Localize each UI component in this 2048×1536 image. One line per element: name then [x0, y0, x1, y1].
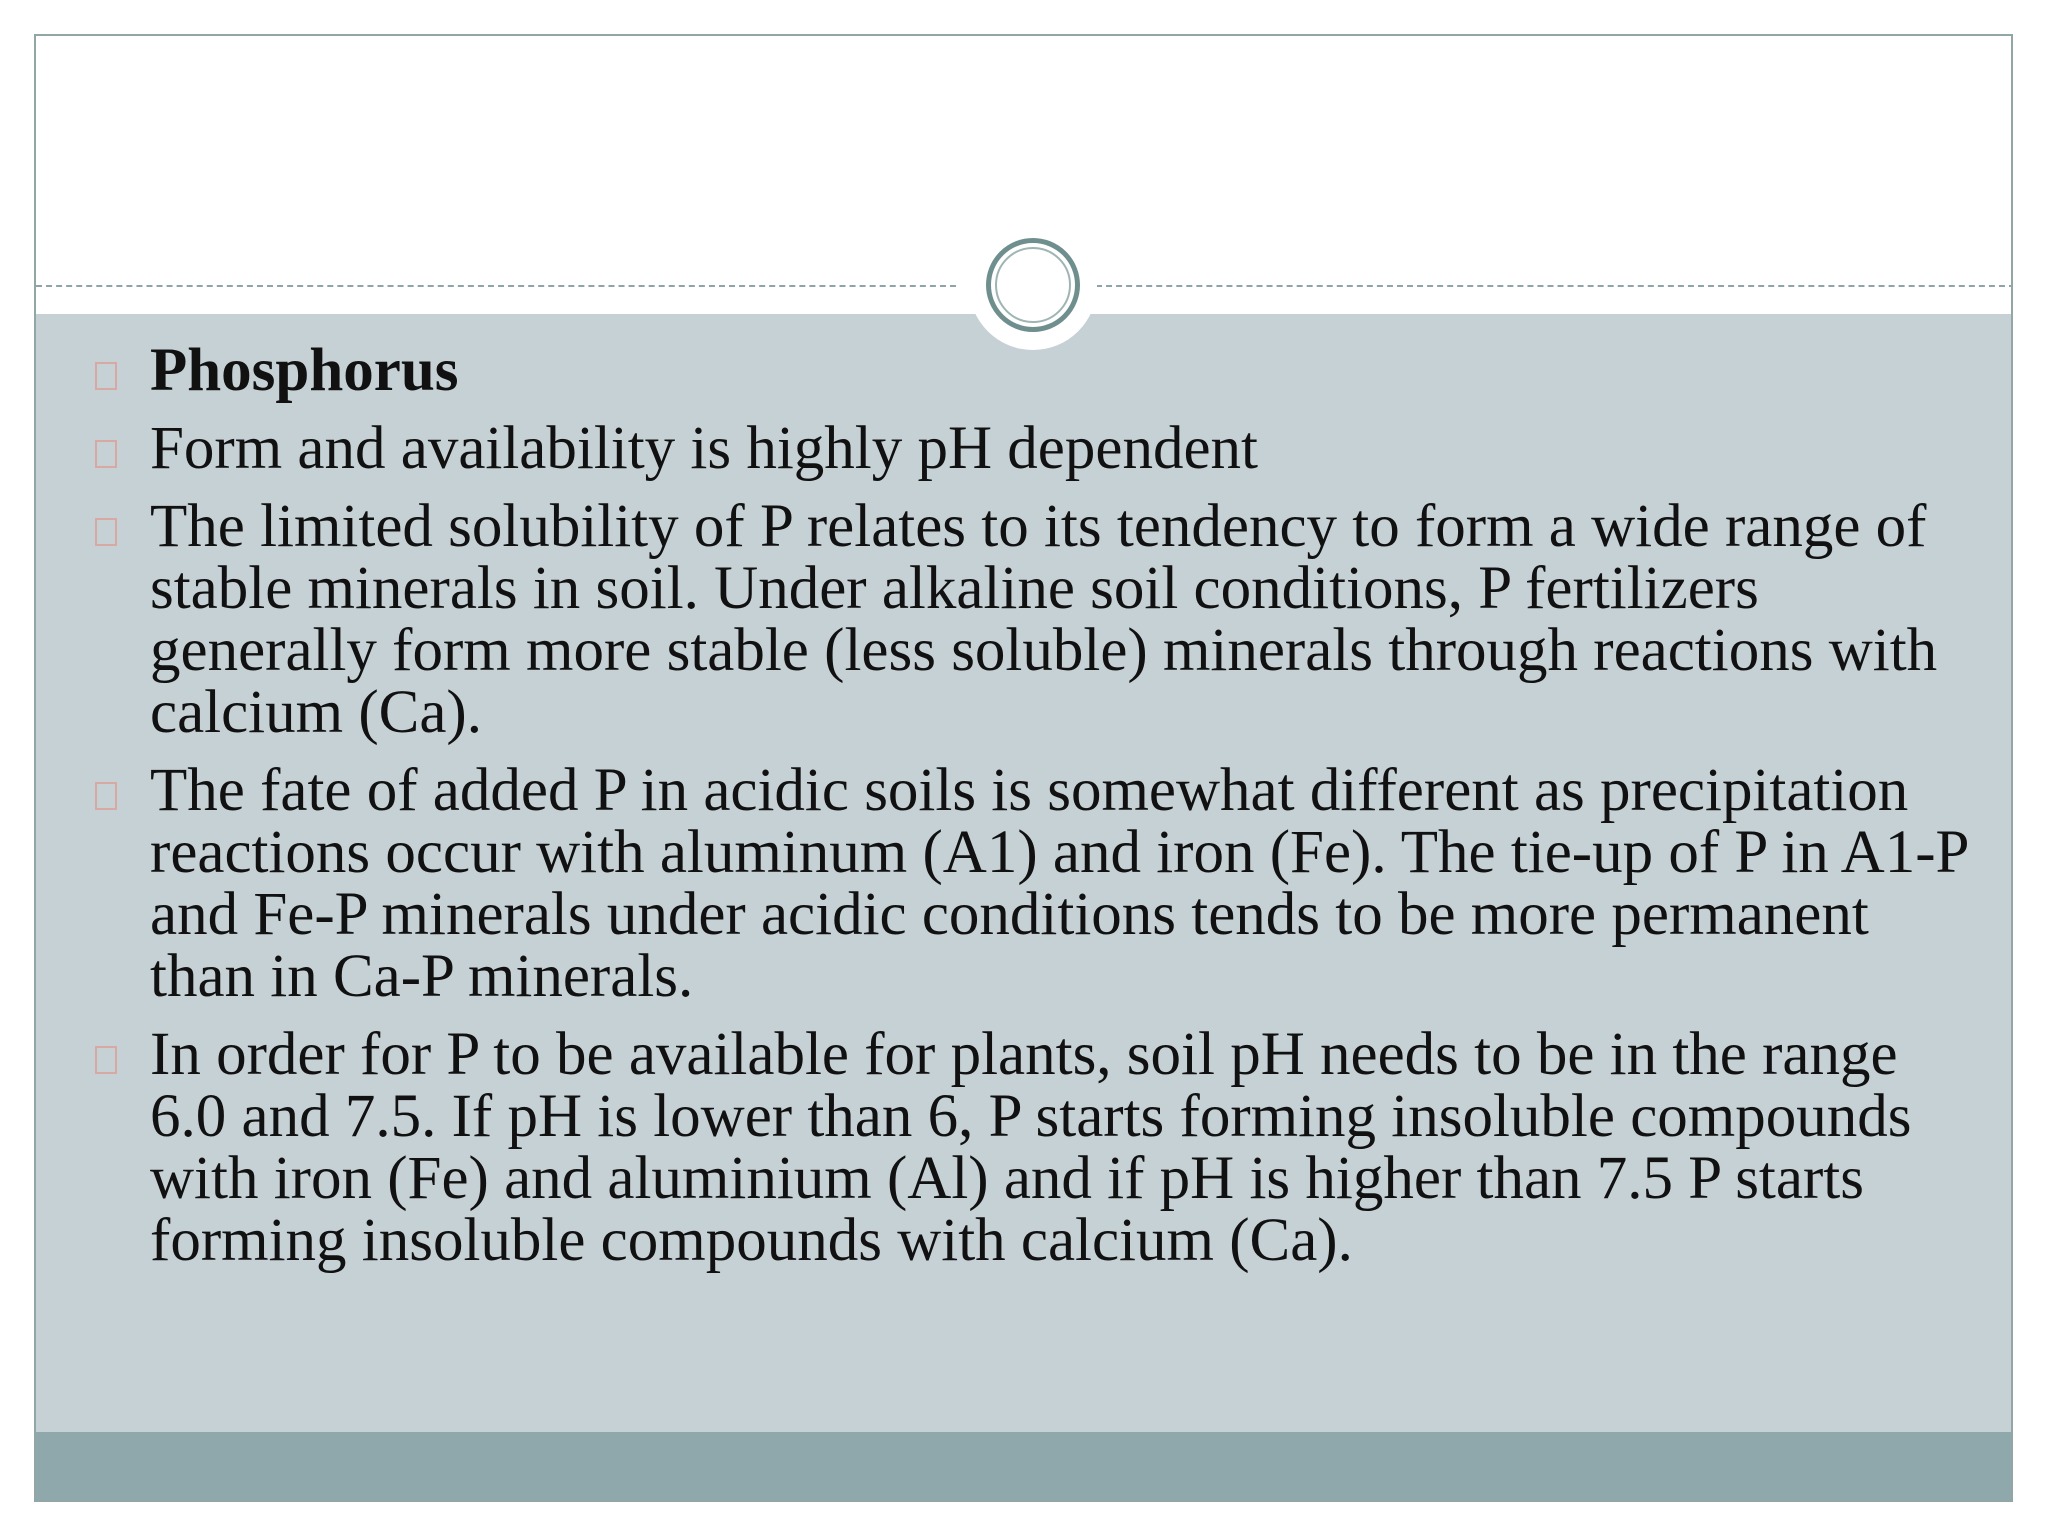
bullet-box-icon	[95, 362, 117, 390]
bullet-box-icon	[95, 440, 117, 468]
bullet-item	[92, 415, 1972, 482]
bullet-item	[92, 1021, 1972, 1274]
bullet-item-title	[92, 337, 1972, 404]
bullet-text: Phosphorus	[150, 337, 459, 404]
bullet-box-icon	[95, 782, 117, 810]
bullet-text: The fate of added P in acidic soils is somewhat different as precipitation reactions occur with aluminum (A1) and iron (Fe). The tie-up of P in A1-P and Fe-P minerals under acidic conditions tends to be more permanent than in Ca-P minerals.	[150, 757, 1968, 1010]
footer-band	[36, 1432, 2011, 1502]
bullet-box-icon	[95, 518, 117, 546]
bullet-text: Form and availability is highly pH dependent	[150, 415, 1258, 482]
header-divider-right	[1096, 285, 2013, 287]
circle-ornament	[969, 222, 1097, 350]
bullet-text: The limited solubility of P relates to its tendency to form a wide range of stable minerals in soil. Under alkaline soil conditions, P fertilizers generally form more stable (less soluble) minerals through reactions with calcium (Ca).	[150, 493, 1938, 746]
ring-icon	[986, 238, 1080, 332]
header-divider-left	[36, 285, 956, 287]
bullet-item	[92, 493, 1972, 746]
bullet-list	[92, 337, 1972, 1288]
bullet-box-icon	[95, 1046, 117, 1074]
bullet-text: In order for P to be available for plants, soil pH needs to be in the range 6.0 and 7.5. If pH is lower than 6, P starts forming insoluble compounds with iron (Fe) and aluminium (Al) and if pH is higher than 7.5 P starts forming insoluble compounds with calcium (Ca).	[150, 1021, 1912, 1274]
bullet-item	[92, 757, 1972, 1010]
